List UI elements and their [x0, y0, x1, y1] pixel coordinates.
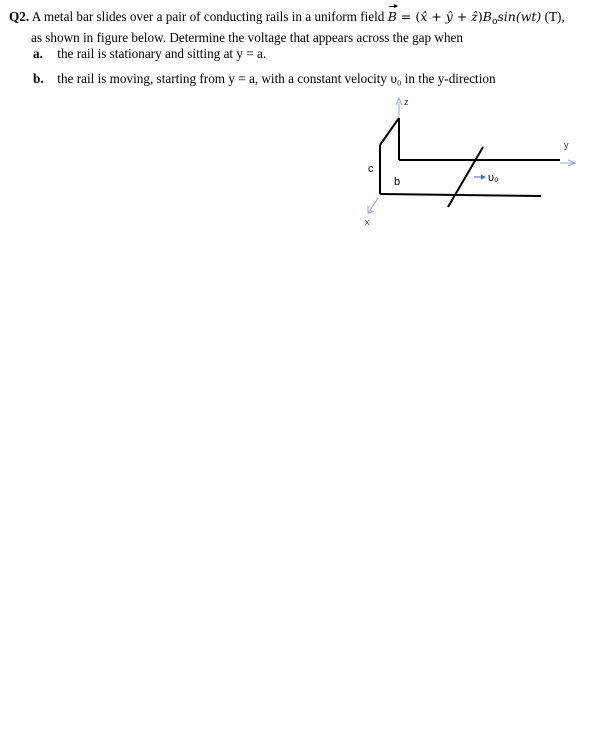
y-hat: ŷ — [445, 9, 453, 24]
part-b-text: the rail is moving, starting from y = a, with a constant velocity υ₀ in the y-direction — [57, 71, 496, 86]
field-vector-symbol: B — [387, 9, 397, 24]
plus-1: + — [431, 9, 442, 24]
part-b — [33, 71, 496, 87]
front-rail — [380, 194, 541, 196]
part-a-text: the rail is stationary and sitting at y = a. — [57, 46, 267, 61]
back-top-edge — [380, 118, 399, 145]
question-line-1 — [9, 9, 599, 30]
z-axis-arrowhead — [396, 98, 402, 105]
paren-open: ( — [415, 9, 421, 24]
z-hat: ẑ — [471, 9, 478, 24]
x-hat: x̂ — [420, 9, 428, 24]
field-unit: (T), — [544, 9, 565, 24]
velocity-label: υ₀ — [488, 172, 499, 184]
velocity-arrowhead — [481, 175, 486, 180]
field-expression — [387, 9, 542, 27]
field-equals: = — [400, 9, 412, 24]
label-b: b — [394, 176, 401, 188]
z-axis-label: z — [404, 97, 409, 107]
question-line-2: as shown in figure below. Determine the voltage that appears across the gap when — [31, 30, 463, 45]
x-axis-label: x — [365, 217, 370, 227]
sliding-bar — [448, 147, 483, 207]
b-zero: B — [482, 9, 492, 24]
x-axis — [369, 198, 378, 212]
plus-2: + — [456, 9, 468, 24]
paren-close: ) — [477, 9, 483, 24]
sin-term: sin(wt) — [497, 9, 542, 24]
part-b-label: b. — [33, 71, 44, 86]
b-zero-subscript: o — [491, 17, 498, 27]
question-number: Q2. — [9, 9, 30, 24]
part-a-label: a. — [33, 46, 43, 61]
y-axis-label: y — [564, 140, 569, 150]
part-a — [33, 46, 266, 62]
label-c: c — [368, 163, 374, 175]
question-text — [9, 9, 599, 46]
y-axis-arrowhead — [568, 160, 575, 166]
question-intro: A metal bar slides over a pair of conducting rails in a uniform field — [31, 9, 385, 24]
x-axis-arrowhead — [368, 206, 374, 213]
